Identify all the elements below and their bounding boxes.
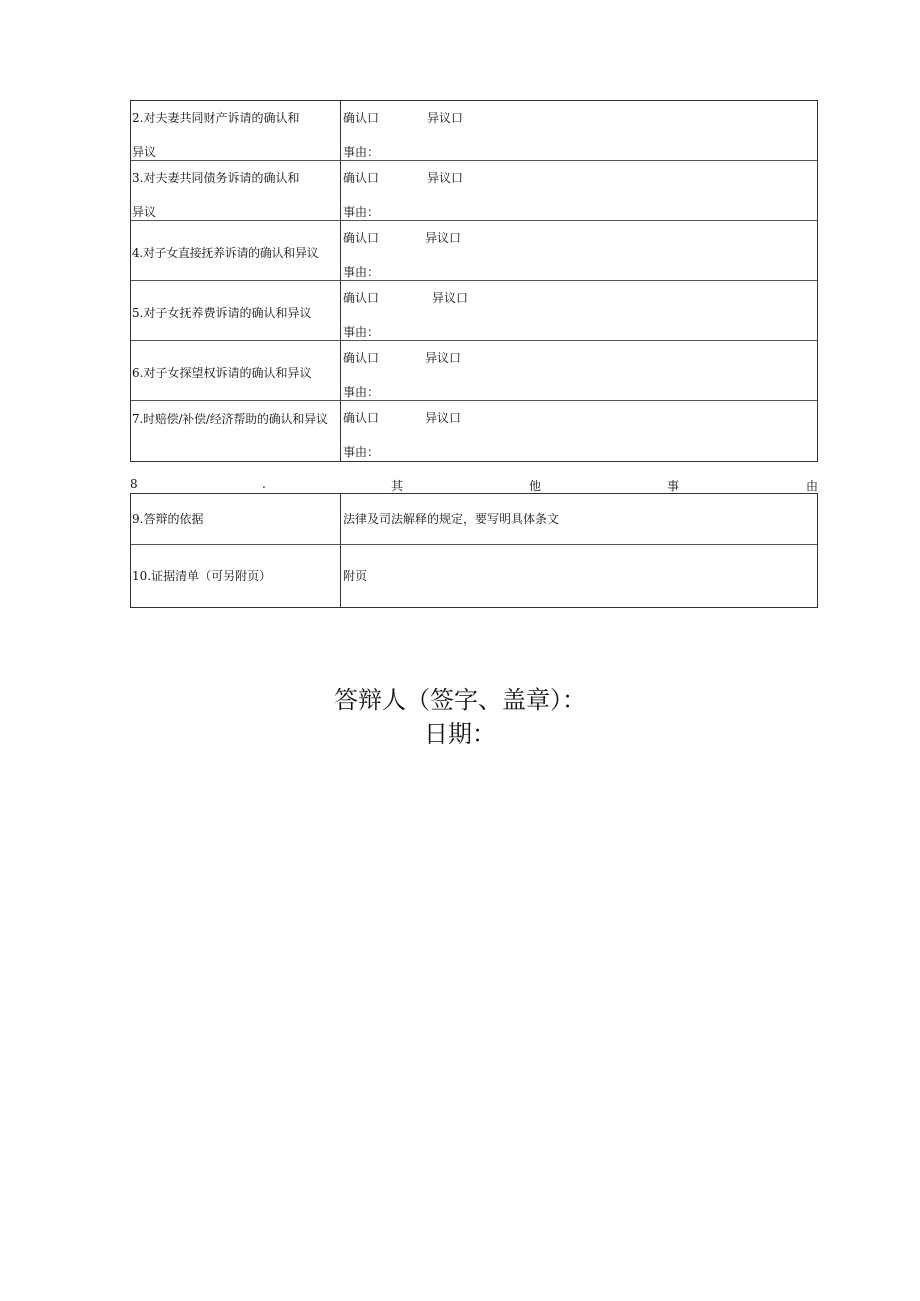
table-row-debt <box>131 161 817 221</box>
object-checkbox[interactable]: 异议口 <box>432 291 469 305</box>
table-row-custody <box>131 221 817 281</box>
reason-field[interactable]: 事由： <box>343 385 380 399</box>
other-reason-number: 8 <box>130 477 138 491</box>
row-label <box>131 101 341 160</box>
row-label <box>131 341 341 400</box>
other-reason-dot: . <box>262 477 266 491</box>
row-label <box>131 401 341 461</box>
confirm-checkbox[interactable]: 确认口 <box>343 351 380 365</box>
row-label <box>131 281 341 340</box>
row-options <box>341 401 817 461</box>
confirm-checkbox[interactable]: 确认口 <box>343 291 380 305</box>
basis-value-cell[interactable] <box>341 494 817 544</box>
other-reason-char: 其 <box>391 479 404 493</box>
basis-evidence-table <box>130 493 818 608</box>
row-label <box>131 161 341 220</box>
row-label <box>131 494 341 544</box>
object-checkbox[interactable]: 异议口 <box>427 171 464 185</box>
signer-line: 答辩人（签字、盖章）： <box>334 686 586 714</box>
other-reason-char: 他 <box>529 479 542 493</box>
other-reason-char: 由 <box>806 479 819 493</box>
confirm-checkbox[interactable]: 确认口 <box>343 111 380 125</box>
reason-field[interactable]: 事由： <box>343 325 380 339</box>
evidence-label: 10.证据清单（可另附页） <box>132 569 272 583</box>
row-label <box>131 221 341 280</box>
row-label-line2: 异议 <box>132 205 157 219</box>
confirm-checkbox[interactable]: 确认口 <box>343 171 380 185</box>
object-checkbox[interactable]: 异议口 <box>427 111 464 125</box>
basis-value: 法律及司法解释的规定，要写明具体条文 <box>343 512 560 526</box>
row-label <box>131 545 341 607</box>
row-options <box>341 161 817 220</box>
date-line: 日期： <box>424 720 496 748</box>
table-row-evidence <box>131 545 817 607</box>
row-label-line1: 3.对夫妻共同债务诉请的确认和 <box>132 171 300 185</box>
evidence-value: 附页 <box>343 569 368 583</box>
confirm-checkbox[interactable]: 确认口 <box>343 411 380 425</box>
row-label-line1: 2.对夫妻共同财产诉请的确认和 <box>132 111 300 125</box>
reason-field[interactable]: 事由： <box>343 145 380 159</box>
reason-field[interactable]: 事由： <box>343 205 380 219</box>
object-checkbox[interactable]: 异议口 <box>425 231 462 245</box>
table-row-property <box>131 101 817 161</box>
row-options <box>341 221 817 280</box>
row-options <box>341 101 817 160</box>
row-label-line1: 5.对子女抚养费诉请的确认和异议 <box>132 306 312 320</box>
row-label-line2: 异议 <box>132 145 157 159</box>
basis-label: 9.答辩的依据 <box>132 512 204 526</box>
row-label-line1: 4.对子女直接抚养诉请的确认和异议 <box>132 246 319 260</box>
row-options <box>341 281 817 340</box>
response-table <box>130 100 818 462</box>
reason-field[interactable]: 事由： <box>343 445 380 459</box>
table-row-compensation <box>131 401 817 461</box>
table-row-child-support <box>131 281 817 341</box>
row-label-line1: 7.时赔偿/补偿/经济帮助的确认和异议 <box>132 412 328 426</box>
table-row-basis <box>131 494 817 545</box>
confirm-checkbox[interactable]: 确认口 <box>343 231 380 245</box>
object-checkbox[interactable]: 异议口 <box>425 411 462 425</box>
other-reason-char: 事 <box>667 479 680 493</box>
row-options <box>341 341 817 400</box>
table-row-visitation <box>131 341 817 401</box>
object-checkbox[interactable]: 异议口 <box>425 351 462 365</box>
reason-field[interactable]: 事由： <box>343 265 380 279</box>
evidence-value-cell[interactable] <box>341 545 817 607</box>
row-label-line1: 6.对子女探望权诉请的确认和异议 <box>132 366 312 380</box>
